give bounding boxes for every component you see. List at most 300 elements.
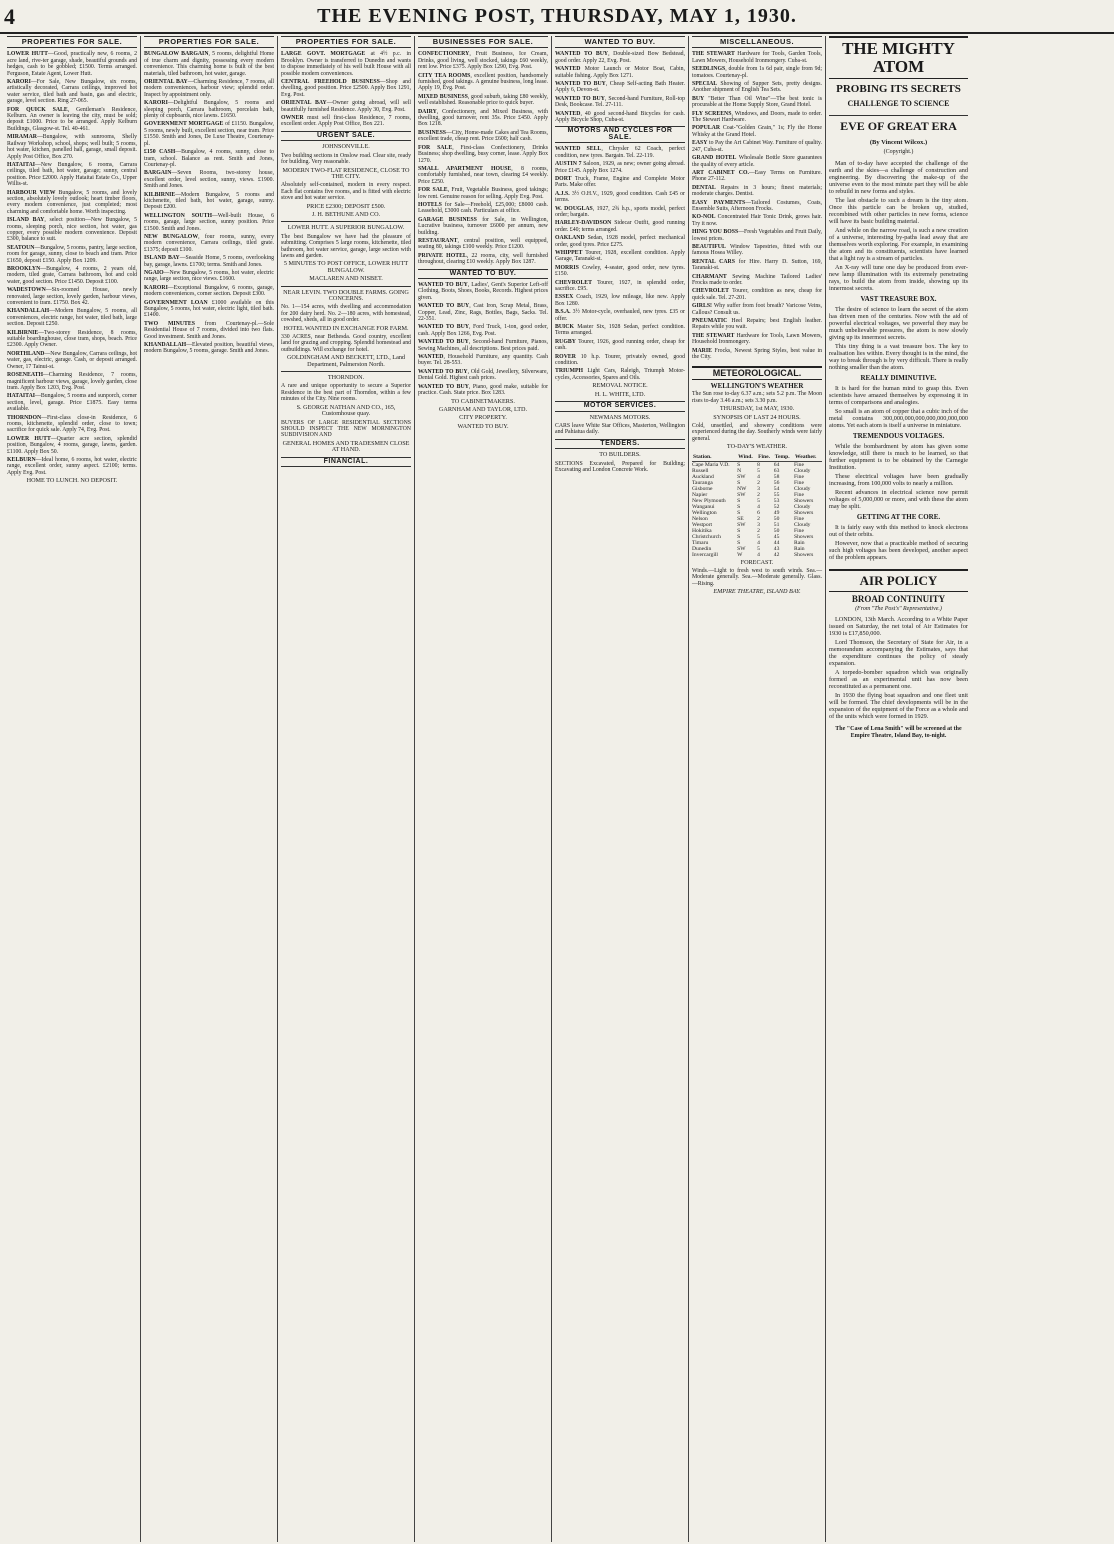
classified-ad [144, 51, 274, 77]
classified-ad [555, 161, 685, 174]
ad-lead: HOTELS [418, 201, 442, 208]
empire-caption: EMPIRE THEATRE, ISLAND BAY. [713, 588, 801, 596]
forecast-heading: FORECAST. [740, 558, 774, 566]
ad-text: 3½ O.H.V., 1929, good condition. Cash £45 or terms. [555, 190, 685, 204]
ad-text: , Fruit Business, Ice Cream, Drinks, good living, well stocked, takings £60 weekly, rent low. Price £375. Apply Box 1290, Evg. Post. [418, 51, 548, 71]
ad-text: , 8 rooms, comfortably furnished, near town, clearing £4 weekly. Price £250. [418, 165, 548, 185]
classified-ad [555, 309, 685, 322]
thorndon-text: A rare and unique opportunity to secure a Superior Residence in the best part of Thorndon, within a few minutes of the City. Nine rooms. [281, 383, 411, 403]
classified-ad [555, 111, 685, 124]
ad-lead: KARORI [144, 284, 168, 291]
ad-text: —Bungalow, 4 rooms, sunny, close to tram, school. Balance as rent. Smith and Jones, Courtenay-pl. [144, 149, 274, 168]
ad-lead: WELLINGTON SOUTH [144, 212, 212, 219]
ad-text: Concentrated Hair Tonic Drink, grows hair. Try it now. [692, 214, 822, 227]
ad-lead: ORIENTAL BAY [144, 79, 188, 86]
ad-lead: WANTED TO BUY [555, 51, 609, 58]
ad-text: , Ladies', Gent's Superior Left-off Clothing, Boots, Shoes, Books, Records. Highest prices given. [418, 282, 548, 301]
classified-ad [7, 51, 137, 77]
ad-text: for Sale—Freehold, £25,000; £8000 cash. Leasehold, £3000 cash. Particulars at office. [418, 201, 548, 215]
weather-cell: S [737, 461, 741, 468]
classified-ad [418, 303, 548, 322]
lower-hutt-heading: LOWER HUTT. A SUPERIOR BUNGALOW. [287, 224, 405, 232]
classified-ad [418, 145, 548, 164]
classified-ad [692, 214, 822, 227]
ad-text: , Gentleman's Residence, Kelburn. An owner is leaving the city, must be sold; deposit £1000. Price to be arranged. Apply Kelburn Buildings, Glasgow-st. Tel. 40-461. [7, 106, 137, 132]
ad-lead: WANTED TO BUY [418, 324, 470, 331]
weather-cell: 5 [757, 545, 760, 552]
urgent-sale-heading: URGENT SALE. [281, 131, 411, 141]
weather-cell: S [737, 533, 741, 540]
ad-lead: EASY PAYMENTS [692, 199, 746, 206]
weather-col-header: Fine. [757, 453, 774, 462]
classified-ad [555, 51, 685, 64]
column-2 [141, 36, 278, 1542]
ad-lead: WANTED TO BUY [418, 368, 468, 375]
ad-text: , Piano, good make, suitable for practice. Cash. State price. Box 1283. [418, 383, 548, 397]
ad-lead: WHIPPET [555, 249, 583, 256]
classified-ad [7, 457, 137, 476]
ad-lead: ORIENTAL BAY [281, 100, 327, 107]
weather-cell: 5 [757, 497, 760, 504]
wanted-heading: WANTED TO BUY. [418, 269, 548, 279]
crosshead-core: GETTING AT THE CORE. [856, 513, 941, 521]
ad-text: Bungalow, 5 rooms, and lovely section, absolutely lovely outlook; heart timber floors, every modern convenience, just completed; most charming and comfortable home. Worth inspecting. [7, 189, 137, 215]
ad-text: —Bungalow, 5 rooms and sunporch, corner section, level, garage. Price £1875. Easy terms available. [7, 393, 137, 413]
divider [281, 286, 411, 287]
feature-subtitle-2: CHALLENGE TO SCIENCE [847, 99, 950, 108]
divider [281, 371, 411, 372]
ad-text: at 4½ p.c. in Brooklyn. Owner is transferred to Dunedin and wants to dispose immediately of his well built House with all possible modern conveniences. [281, 51, 411, 77]
classified-ad [7, 134, 137, 160]
buyers-text: BUYERS OF LARGE RESIDENTIAL SECTIONS SHOULD INSPECT THE NEW MORNINGTON SUBDIVISION AND [281, 419, 411, 439]
crosshead-treasure: VAST TREASURE BOX. [860, 295, 937, 303]
weather-cell: SW [737, 545, 746, 552]
ad-lead: WANTED [555, 66, 581, 73]
classified-ad [281, 51, 411, 77]
ad-text: —Shop and dwelling, good position. Price £2500. Apply Box 1291, Evg. Post. [281, 79, 411, 98]
minutes-heading: 5 MINUTES TO POST OFFICE, LOWER HUTT BUNGALOW. [283, 260, 409, 274]
ad-text: —Ideal home, 6 rooms, hot water, electric range, excellent order, sunny aspect. £2100; terms. Apply Evg. Post. [7, 456, 137, 476]
ad-lead: KARORI [7, 79, 31, 86]
feature-title: THE MIGHTY ATOM [829, 36, 968, 79]
air-policy-byline: (From "The Post's" Representative.) [855, 606, 942, 612]
newspaper-title: THE EVENING POST, THURSDAY, MAY 1, 1930. [317, 5, 797, 27]
ad-text: Showing of Supper Sets, pretty designs. Another shipment of English Tea Sets. [692, 81, 822, 94]
weather-row [692, 498, 822, 504]
garnham-heading: GARNHAM AND TAYLOR, LTD. [438, 405, 528, 413]
feature-paragraphs-3 [829, 385, 968, 429]
ad-lead: ROVER [555, 353, 576, 360]
ad-lead: BUSINESS [418, 129, 447, 136]
weather-cell: Cape Maria V.D. [692, 461, 730, 468]
ad-text: for Hire. Harry D. Sutton, 169, Taranaki-st. [692, 258, 823, 272]
classified-ad [7, 393, 137, 412]
weather-cell: 64 [773, 461, 780, 468]
ad-lead: BUNGALOW BARGAIN [144, 51, 209, 58]
ad-lead: GOVERNMENT MORTGAGE [144, 121, 224, 128]
ad-lead: MIXED BUSINESS [418, 93, 468, 100]
agent-name: J. H. BETHUNE AND CO. [311, 210, 381, 218]
weather-cell: Timaru [692, 539, 709, 546]
feature-column [826, 36, 971, 1542]
weather-cell: Showers [793, 497, 814, 504]
synopsis-text: Cold, unsettled, and showery conditions were experienced during the day. Southerly winds were fairly general. [692, 422, 823, 442]
weather-cell: Cloudy [793, 467, 811, 474]
weather-cell: S [737, 539, 741, 546]
weather-table [692, 453, 822, 558]
weather-col-header: Wind. [737, 453, 757, 462]
classified-ad [692, 244, 822, 257]
article-paragraph: And while on the narrow road, is such a new creation of a universe, interesting by-paths lead away that are themselves worth exploring. For example, in examining the atom and its constituents, scientists have learned that a light ray is a stream of particles. [829, 227, 968, 262]
article-paragraph: These electrical voltages have been gradually increasing, from 100,000 volts to nearly a million. [829, 473, 968, 487]
weather-cell: 4 [757, 473, 760, 480]
ad-lead: KARORI [144, 100, 168, 107]
ad-lead: WADESTOWN [7, 287, 46, 294]
column-heading: MISCELLANEOUS. [692, 36, 822, 48]
classified-ad [555, 66, 685, 79]
classified-ad [555, 146, 685, 159]
levin-text: No. 1—154 acres, with dwelling and accommodation for 200 dairy herd. No. 2—180 acres, with homestead, cowshed, sheds, all in good order. [281, 304, 411, 324]
classified-ad [418, 384, 548, 397]
classified-ad [692, 274, 822, 287]
ad-text: , Chrysler 62 Coach, perfect condition, new tyres. Bargain. Tel. 22-119. [555, 146, 686, 159]
ad-text: , excellent position, handsomely furnished, good takings. A genuine business, long lease. Apply 19, Evg. Post. [418, 72, 548, 92]
classified-ad [7, 330, 137, 349]
weather-cell: Tauranga [692, 479, 713, 486]
classified-ad [692, 185, 822, 198]
column-1 [4, 36, 141, 1542]
classified-ad [144, 213, 274, 232]
weather-cell: 50 [773, 515, 780, 522]
weather-cell: Nelson [692, 515, 708, 522]
ad-lead: LARGE GOVT. MORTGAGE [281, 51, 366, 58]
classified-ad [692, 51, 822, 64]
weather-row [692, 528, 822, 534]
ad-text: £1000 available on this Bungalow, 5 rooms, hot water, electric light, tiled bath. £1400. [144, 299, 274, 319]
classified-ad [692, 200, 822, 213]
classified-ad [7, 266, 137, 285]
article-paragraph: While the bombardment by atom has given some knowledge, still there is much to be learned, so that further equipment is to be obtained by the Carnegie Institution. [829, 443, 968, 471]
weather-col-header: Weather. [794, 453, 822, 462]
weather-cell: Wellington [692, 509, 717, 516]
weather-cell: Auckland [692, 473, 714, 480]
classified-ad [144, 342, 274, 355]
ad-lead: HING YOU BOSS [692, 229, 739, 236]
ad-list [692, 51, 822, 360]
johnsonville-text: Two building sections in Onslow road. Clear site, ready for building. Very reasonable. [281, 152, 411, 166]
classified-ad [281, 100, 411, 113]
weather-cell: Hokitika [692, 527, 712, 534]
ad-text: —Good, practically new, 6 rooms, 2 acre land, rive-ter garage, shade, beautiful grounds and hedges, cash to be gobbled; £1500. Terms arranged. Ferguson, Estate Agent, Lower Hutt. [7, 51, 137, 77]
ad-lead: ESSEX [555, 294, 574, 301]
feature-subtitle: PROBING ITS SECRETS [836, 83, 961, 95]
classified-ad [555, 176, 685, 189]
classified-ad [418, 73, 548, 92]
newmans-heading: NEWMANS MOTORS. [589, 413, 651, 421]
article-paragraph: However, now that a practicable method of securing such high voltages has been developed, another aspect of the problem appears. [829, 540, 968, 561]
classified-ad [555, 250, 685, 263]
weather-cell: Invercargill [692, 551, 718, 558]
classified-ad [555, 280, 685, 293]
ad-lead: FOR QUICK SALE [7, 106, 68, 113]
ad-text: —First-class close-in Residence, 6 rooms, kitchenette, splendid order, close to town; sacrifice for quick sale. Apply 74, Evg. Post. [7, 414, 137, 434]
weather-cell: 51 [773, 521, 780, 528]
weather-cell: 8 [757, 461, 760, 468]
weather-cell: SE [737, 515, 744, 522]
motors-heading: MOTORS AND CYCLES FOR SALE. [555, 126, 685, 143]
classified-ad [555, 206, 685, 219]
page-columns [4, 36, 1112, 1542]
ad-text: Repairs in 3 hours; finest materials; moderate charges. Dentist. [692, 184, 822, 198]
classified-ad [418, 354, 548, 367]
weather-col-header: Temp. [774, 453, 794, 462]
ad-text: —Charming Residence, 7 rooms, all modern conveniences, harbour view; splendid order. Inspect by appointment only. [144, 79, 274, 98]
ad-lead: BEAUTIFUL [692, 243, 726, 250]
weather-cell: Rain [793, 539, 805, 546]
classified-ad [692, 81, 822, 94]
weather-subheading: WELLINGTON'S WEATHER [710, 381, 804, 390]
weather-cell: 63 [773, 467, 780, 474]
ad-text: Hardware for Tools, Lawn Mowers, Household Ironmongery. [692, 332, 822, 346]
ad-lead: THE STEWART [692, 332, 735, 339]
ad-lead: RENTAL CARS [692, 258, 735, 265]
column-heading: BUSINESSES FOR SALE. [418, 36, 548, 48]
weather-cell: 6 [757, 509, 760, 516]
ad-lead: SMALL APARTMENT HOUSE [418, 165, 512, 172]
weather-cell: Westport [692, 521, 713, 528]
ad-lead: TRIUMPH [555, 368, 584, 375]
ad-text: —Modern Bungalow, 5 rooms, all conveniences, electric range, hot water, tiled bath, large section. Deposit £250. [7, 308, 137, 328]
classified-ad [7, 162, 137, 188]
weather-cell: S [737, 497, 741, 504]
ad-lead: FOR SALE [418, 187, 448, 194]
weather-cell: 3 [757, 521, 760, 528]
todays-weather-heading: TO-DAY'S WEATHER. [726, 443, 788, 451]
feature-copyright: (Copyright.) [883, 149, 914, 155]
ad-text: 10 h.p. Tourer, privately owned, good condition. [555, 353, 685, 367]
classified-ad [555, 220, 685, 233]
ad-lead: ROSENEATH [7, 372, 43, 379]
classified-ad [555, 354, 685, 367]
classified-ad [418, 339, 548, 352]
ad-text: Motor Launch or Motor Boat, Cabin, suitable fishing. Apply Box 1271. [555, 66, 685, 79]
article-paragraph: LONDON, 13th March. According to a White Paper issued on Saturday, the net total of Air Estimates for 1930 is £17,850,000. [829, 616, 968, 637]
classified-ad [144, 79, 274, 98]
weather-cell: 2 [757, 527, 760, 534]
weather-cell: 50 [773, 527, 780, 534]
ad-text: Sidecar Outfit, good running order. £40; terms arranged. [555, 220, 685, 233]
ad-text: , select position—New Bungalow, 5 rooms, sleeping porch, nice section, hot water, gas copper, every possible modern convenience. Deposit £300, balance to suit. [7, 217, 138, 243]
ad-text: Cowley, 4-seater, good order, new tyres. £150. [555, 264, 685, 278]
weather-row [692, 552, 822, 558]
weather-cell: Showers [793, 551, 814, 558]
ad-text: —Tailored Costumes, Coats, Ensemble Suits, Afternoon Frocks. [692, 199, 823, 212]
maclaren-agent: MACLAREN AND NISBET. [309, 275, 383, 283]
two-flat-text: Absolutely self-contained, modern in every respect. Each flat contains five rooms, and is fitted with electric stove and hot water service. [281, 182, 411, 202]
classified-ad [281, 115, 411, 128]
ad-text: , Double-sized Bow Bedstead, good order. Apply 22, Evg. Post. [555, 51, 685, 64]
ad-lead: KILBIRNIE [7, 329, 39, 336]
weather-cell: 2 [757, 515, 760, 522]
hotel-heading: HOTEL WANTED IN EXCHANGE FOR FARM. [283, 324, 409, 332]
ad-text: —Fresh Vegetables and Fruit Daily, lowest prices. [692, 229, 822, 242]
forecast-text: Winds.—Light to fresh west to south winds. Sea.—Moderate generally. Sea.—Moderate generally. Glass.—Rising. [692, 567, 822, 587]
ad-lead: BUICK [555, 324, 575, 331]
ad-text: —Six-roomed House, newly renovated, large section, lovely garden, harbour views, convenient to tram. £1750. Box 42. [7, 287, 137, 307]
ad-lead: MIRAMAR [7, 134, 37, 141]
weather-cell: Cloudy [793, 503, 811, 510]
weather-row [692, 486, 822, 492]
feature-paragraphs-2 [829, 306, 968, 371]
weather-cell: Showers [793, 533, 814, 540]
weather-body [692, 461, 822, 558]
article-paragraph: So small is an atom of copper that a cubic inch of the metal contains 300,000,000,000,000,000,000,000 atoms. Yet each atom is itself a universe in miniature. [829, 408, 968, 429]
ad-lead: GIRLS! [692, 303, 712, 310]
ad-text: to Pay the Art Cabinet Way. Furniture of quality. 247, Cuba-st. [692, 140, 822, 153]
ad-text: , Windows, and Doors, made to order. The Stewart Hardware. [692, 110, 822, 124]
weather-cell: 2 [757, 491, 760, 498]
weather-cell: S [737, 479, 741, 486]
classified-ad [555, 294, 685, 307]
weather-cell: Fine [793, 479, 804, 486]
weather-row [692, 522, 822, 528]
ad-lead: TWO MINUTES [144, 320, 196, 327]
ad-lead: KHANDALLAH [7, 308, 50, 315]
ad-text: , Fruit, Vegetable Business, good takings; low rent. Genuine reason for selling. Apply Evg. Post. [418, 187, 548, 200]
article-paragraph: In 1930 the flying boat squadron and one fleet unit will be formed. The chief developments will be in the expansion of the equipment of the Force as a whole and of the units which were formed in 1929. [829, 692, 968, 720]
ad-lead: RUGBY [555, 338, 576, 345]
ad-text: for Sale, in Wellington, Lucrative business, turnover £6000 per annum, new building. [418, 216, 548, 236]
ad-lead: PNEUMATIC [692, 318, 728, 325]
ad-text: Tourer, condition as new, cheap for quick sale. Tel. 27-201. [692, 288, 822, 301]
ad-text: Sedan, 1928 model, perfect mechanical order, good tyres. Price £275. [555, 235, 685, 248]
cars-text: CARS leave White Star Offices, Masterton, Wellington and Pahiatua daily. [555, 422, 685, 436]
weather-cell: 5 [757, 533, 760, 540]
ad-lead: HARBOUR VIEW [7, 189, 56, 196]
weather-cell: Russell [692, 467, 709, 474]
motor-services-heading: MOTOR SERVICES. [555, 401, 685, 411]
weather-cell: 58 [773, 473, 780, 480]
weather-cell: 56 [773, 479, 780, 486]
ad-text: —Bungalow, with sunrooms, Shelly Railway Workshop, school, shops; well built; 5 rooms, hot water, kitchen, panelled hall, garage, small deposit. Apply Post Office, Box 270. [7, 134, 137, 160]
weather-cell: 52 [773, 503, 780, 510]
ad-lead: WANTED SELL [555, 146, 602, 153]
weather-cell: Wanganui [692, 503, 715, 510]
weather-cell: S [737, 503, 741, 510]
ad-text: Tourer, 1928, excellent condition. Apply Garage, Taranaki-st. [555, 249, 685, 263]
classified-ad [7, 372, 137, 391]
column-heading: PROPERTIES FOR SALE. [7, 36, 137, 48]
ad-text: Saloon, 1929, as new; owner going abroad. Price £145. Apply Box 1274. [555, 161, 686, 174]
weather-cell: S [737, 509, 741, 516]
weather-cell: Showers [793, 509, 814, 516]
classified-ad [418, 369, 548, 382]
ad-text: —Modern Bungalow, 5 rooms and kitchenette, tiled bath, hot water, garage, sunny. Deposit £200. [144, 191, 274, 211]
wanted-heading-2: WANTED TO BUY. [457, 422, 509, 430]
ad-text: , four rooms, sunny, every modern convenience, Carrara ceilings, tiled grate. £1375; deposit £100. [144, 233, 275, 253]
classified-ad [692, 111, 822, 124]
classified-ad [692, 140, 822, 153]
weather-cell: SW [737, 521, 746, 528]
ad-lead: NGAIO [144, 270, 164, 276]
classified-ad [555, 235, 685, 248]
ad-text: —Delightful Bungalow, 5 rooms and sleeping porch, Carrara bathroom, porcelain bath, plenty of cupboards, nice lawns. £1650. [144, 100, 274, 120]
nathan-agent: S. GEORGE NATHAN AND CO., 165, Customhouse quay. [296, 403, 396, 418]
ad-text: , Household Furniture, any quantity. Cash buyer. Tel. 28-553. [418, 354, 548, 367]
column-heading: PROPERTIES FOR SALE. [144, 36, 274, 48]
ad-text: of £1150. Bungalow, 5 rooms, newly built, excellent section, near tram. Price £1550. Smith and Jones, De Luxe Theatre, Courtenay-pl. [144, 121, 274, 147]
ad-text: Wholesale Bottle Store guarantees the quality of every article. [692, 155, 822, 168]
ad-lead: THE STEWART [692, 51, 735, 58]
ad-text: —Elevated position, beautiful views, modern Bungalow, 5 rooms, garage. Smith and Jones. [144, 342, 274, 355]
ad-lead: PRIVATE HOTEL [418, 252, 467, 259]
ad-lead: CENTRAL FREEHOLD BUSINESS [281, 79, 380, 86]
classified-ad [418, 253, 548, 266]
classified-ad [144, 300, 274, 319]
ad-text: —City, Home-made Cakes and Tea Rooms, excellent trade, cheap rent. Price £600; half cash. [418, 129, 548, 143]
weather-cell: 42 [773, 551, 780, 558]
classified-ad [555, 339, 685, 352]
weather-cell: SW [737, 473, 746, 480]
ad-text: —Bungalow, 4 rooms, 2 years old, modern, tiled grate, Carrara bathroom, hot and cold water, good section. Price £1450. Deposit £100. [7, 266, 137, 285]
weather-cell: S [737, 527, 741, 534]
weather-cell: Dunedin [692, 545, 712, 552]
ad-text: Hardware for Tools, Garden Tools, Lawn Mowers, Household Ironmongery. Cuba-st. [692, 51, 823, 64]
ad-lead: CHEVROLET [692, 288, 730, 295]
ad-lead: B.S.A. [555, 309, 571, 316]
ad-text: —Exceptional Bungalow, 6 rooms, garage, modern conveniences, corner section. Deposit £300. [144, 284, 274, 298]
weather-cell: Christchurch [692, 533, 721, 540]
ad-text: , Ford Truck, 1-ton, good order, cash. Apply Box 1266, Evg. Post. [418, 324, 549, 337]
ad-lead: A.J.S. [555, 190, 570, 197]
air-policy-heading: AIR POLICY [829, 569, 968, 592]
classified-ad [555, 265, 685, 278]
ad-text: Master Six, 1928 Sedan, perfect condition. Terms arranged. [555, 324, 685, 337]
weather-cell: Napier [692, 491, 708, 498]
article-paragraph: Man of to-day have accepted the challenge of the earth and the skies—a challenge of construction and engineering. By discovering the make-up of the universe even to the most minute part they will be able to rebuild in new forms and styles. [829, 160, 968, 195]
ad-text: , 1927, 2¾ h.p., sports model, perfect order; bargain. [555, 205, 685, 218]
ad-lead: FOR SALE [418, 144, 453, 151]
ad-lead: GOVERNMENT LOAN [144, 299, 208, 306]
ad-text: Coach, 1929, low mileage, like new. Apply Box 1280. [555, 294, 685, 307]
ad-lead: WANTED [418, 354, 444, 361]
weather-cell: 43 [773, 545, 780, 552]
ad-text: "Better Than Oil Wine"—The best tonic is procurable at the Home Supply Store, Grand Hotel. [692, 95, 822, 109]
ad-text: —Seven Rooms, two-storey house, excellent order, level section, sunny, views. £1900. Smith and Jones. [144, 170, 274, 190]
ad-lead: THORNDON [7, 414, 42, 421]
classified-ad [7, 190, 137, 216]
ad-text: —Two-storey Residence, 8 rooms, suitable boardinghouse, close tram, shops, beach. Price £2300. Apply Owner. [7, 329, 137, 349]
ad-text: —Quarter acre section, splendid position, Bungalow, 4 rooms, garage, lawns, garden. £1100. Apply Box 50. [7, 435, 137, 455]
article-paragraph: Lord Thomson, the Secretary of State for Air, in a memorandum accompanying the Estimates, says that the expenditure continues the policy of steady expansion. [829, 639, 968, 667]
classified-ad [144, 121, 274, 147]
two-flat-heading: MODERN TWO-FLAT RESIDENCE, CLOSE TO THE CITY. [282, 166, 410, 180]
article-paragraph: It is hard for the human mind to grasp this. Even scientists have amazed themselves by expressing it in terms of comparisons and analogies. [829, 385, 968, 406]
ad-list [7, 51, 137, 476]
ad-text: , 5 rooms, delightful Home of true charm and dignity, possessing every modern convenience. This charming home is built of the best materials, tiled bathroom, hot water, garage. [144, 51, 275, 77]
column-3 [278, 36, 415, 1542]
ad-lead: KELBURN [7, 456, 36, 463]
weather-cell: 54 [773, 485, 780, 492]
ad-text: must sell first-class Residence, 7 rooms, excellent order. Apply Post Office, Box 221. [281, 115, 411, 128]
tender-text: SECTIONS Excavated, Prepared for Building; Excavating and London Concrete Work. [555, 460, 685, 473]
ad-text: Frocks, Newest Spring Styles, best value in the City. [692, 347, 822, 361]
classified-ad [7, 308, 137, 327]
weather-date: THURSDAY, 1st MAY, 1930. [719, 405, 795, 413]
classified-ad [418, 51, 548, 70]
ad-text: —New Bungalow, Carrara ceilings, hot water, gas, electric, garage. Cash, or deposit arranged. Owner, 17 Tainui-st. [7, 350, 137, 370]
column-6 [689, 36, 826, 1542]
